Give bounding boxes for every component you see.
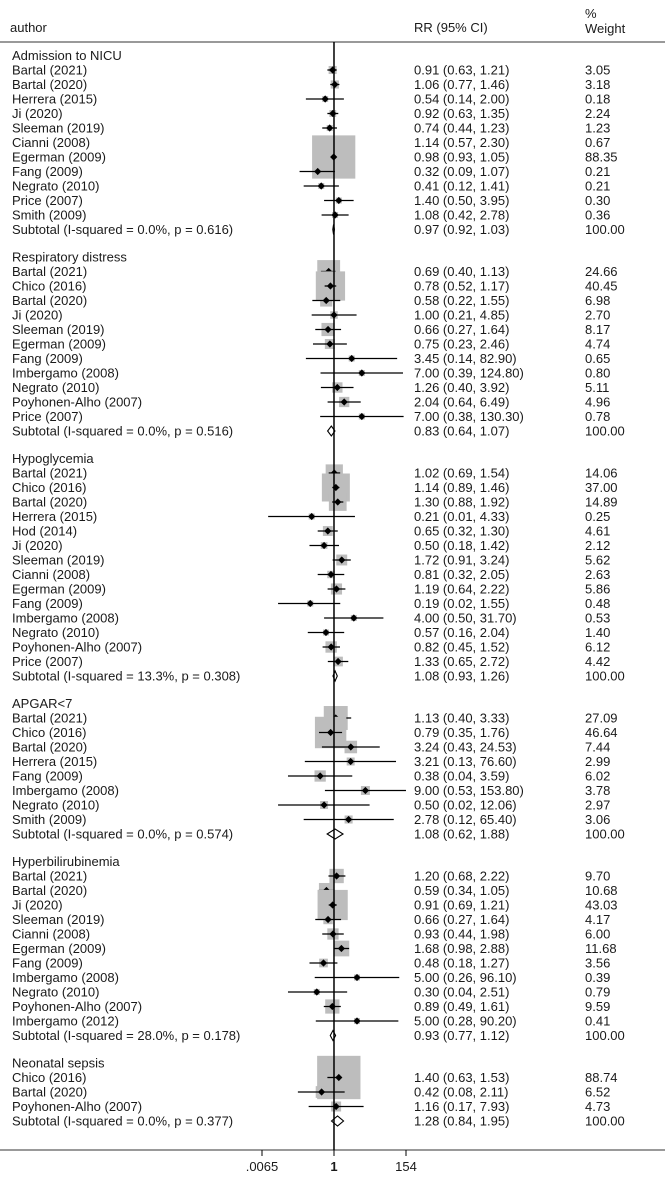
- header-weight: Weight: [585, 21, 626, 36]
- study-rr-ci: 0.57 (0.16, 2.04): [414, 625, 510, 640]
- study-author: Poyhonen-Alho (2007): [12, 639, 143, 655]
- study-weight: 9.70: [585, 868, 611, 884]
- study-rr-ci: 4.00 (0.50, 31.70): [414, 610, 517, 626]
- study-rr-ci: 2.04 (0.64, 6.49): [414, 394, 510, 410]
- study-rr-ci: 3.21 (0.13, 76.60): [414, 754, 517, 769]
- study-weight: 0.18: [585, 91, 611, 107]
- study-author: Herrera (2015): [12, 754, 98, 769]
- subtotal-weight: 100.00: [585, 1113, 625, 1129]
- study-author: Imbergamo (2008): [12, 783, 119, 798]
- study-weight: 3.06: [585, 812, 611, 827]
- study-rr-ci: 1.16 (0.17, 7.93): [414, 1099, 510, 1114]
- study-rr-ci: 0.69 (0.40, 1.13): [414, 264, 510, 279]
- study-author: Fang (2009): [12, 164, 83, 179]
- study-rr-ci: 3.45 (0.14, 82.90): [414, 351, 517, 366]
- study-rr-ci: 0.91 (0.63, 1.21): [414, 62, 510, 78]
- study-author: Negrato (2010): [12, 797, 100, 813]
- study-rr-ci: 0.21 (0.01, 4.33): [414, 509, 510, 524]
- study-rr-ci: 0.82 (0.45, 1.52): [414, 639, 510, 655]
- axis-tick-label: 1: [330, 1159, 338, 1174]
- subtotal-weight: 100.00: [585, 826, 625, 842]
- group-heading: Hyperbilirubinemia: [12, 854, 120, 869]
- study-rr-ci: 0.66 (0.27, 1.64): [414, 322, 510, 337]
- study-author: Bartal (2020): [12, 883, 88, 898]
- study-author: Imbergamo (2012): [12, 1013, 119, 1029]
- study-author: Ji (2020): [12, 897, 63, 913]
- study-author: Egerman (2009): [12, 336, 106, 352]
- study-weight: 7.44: [585, 739, 611, 755]
- study-weight: 0.79: [585, 984, 611, 1000]
- study-weight: 2.24: [585, 106, 611, 121]
- subtotal-rr-ci: 0.83 (0.64, 1.07): [414, 423, 510, 439]
- study-rr-ci: 0.48 (0.18, 1.27): [414, 955, 510, 971]
- axis-tick-label: .0065: [245, 1159, 279, 1174]
- group-heading: Admission to NICU: [12, 48, 122, 63]
- study-author: Fang (2009): [12, 768, 83, 784]
- study-author: Herrera (2015): [12, 91, 98, 107]
- study-weight: 3.18: [585, 77, 611, 92]
- study-author: Imbergamo (2008): [12, 365, 119, 381]
- study-author: Price (2007): [12, 409, 83, 424]
- study-author: Egerman (2009): [12, 149, 106, 165]
- study-rr-ci: 2.78 (0.12, 65.40): [414, 812, 517, 827]
- subtotal-rr-ci: 1.28 (0.84, 1.95): [414, 1113, 510, 1129]
- study-rr-ci: 1.33 (0.65, 2.72): [414, 654, 510, 669]
- study-weight: 4.61: [585, 523, 611, 539]
- study-weight: 0.36: [585, 207, 611, 223]
- study-author: Bartal (2020): [12, 77, 88, 92]
- study-weight: 3.78: [585, 783, 611, 798]
- study-weight: 4.74: [585, 336, 611, 352]
- subtotal-rr-ci: 0.97 (0.92, 1.03): [414, 222, 510, 237]
- study-rr-ci: 9.00 (0.53, 153.80): [414, 783, 524, 798]
- study-weight: 5.11: [585, 380, 610, 395]
- study-author: Cianni (2008): [12, 567, 91, 582]
- subtotal-rr-ci: 0.93 (0.77, 1.12): [414, 1028, 510, 1043]
- study-author: Poyhonen-Alho (2007): [12, 1099, 143, 1114]
- study-rr-ci: 1.02 (0.69, 1.54): [414, 465, 510, 481]
- study-weight: 6.98: [585, 293, 611, 308]
- study-author: Chico (2016): [12, 480, 87, 495]
- study-weight: 5.86: [585, 581, 611, 597]
- study-weight: 5.62: [585, 552, 611, 568]
- study-author: Bartal (2021): [12, 868, 88, 884]
- header-rr: RR (95% CI): [414, 20, 488, 35]
- study-rr-ci: 7.00 (0.38, 130.30): [414, 409, 524, 424]
- study-author: Negrato (2010): [12, 625, 100, 640]
- study-author: Egerman (2009): [12, 581, 106, 597]
- study-author: Egerman (2009): [12, 941, 106, 956]
- study-weight: 37.00: [585, 480, 618, 495]
- study-weight: 0.21: [585, 178, 611, 194]
- study-rr-ci: 1.40 (0.50, 3.95): [414, 193, 510, 208]
- study-author: Cianni (2008): [12, 926, 91, 942]
- study-weight: 0.67: [585, 135, 611, 150]
- subtotal-weight: 100.00: [585, 1028, 625, 1043]
- study-weight: 6.52: [585, 1084, 611, 1100]
- study-rr-ci: 0.81 (0.32, 2.05): [414, 567, 510, 582]
- study-weight: 4.17: [585, 912, 611, 927]
- study-author: Hod (2014): [12, 523, 78, 539]
- study-author: Sleeman (2019): [12, 552, 105, 568]
- study-weight: 0.30: [585, 193, 611, 208]
- study-weight: 0.48: [585, 596, 611, 611]
- study-weight: 0.41: [585, 1013, 611, 1029]
- group-heading: APGAR<7: [12, 696, 73, 711]
- study-weight: 88.35: [585, 149, 618, 165]
- study-weight: 6.02: [585, 768, 611, 784]
- study-author: Poyhonen-Alho (2007): [12, 999, 143, 1014]
- study-rr-ci: 0.78 (0.52, 1.17): [414, 278, 510, 294]
- study-rr-ci: 0.59 (0.34, 1.05): [414, 883, 510, 898]
- study-weight: 6.00: [585, 926, 611, 942]
- subtotal-diamond: [330, 1031, 335, 1041]
- study-rr-ci: 1.08 (0.42, 2.78): [414, 207, 510, 223]
- subtotal-rr-ci: 1.08 (0.62, 1.88): [414, 826, 510, 842]
- study-rr-ci: 0.54 (0.14, 2.00): [414, 91, 510, 107]
- study-rr-ci: 1.13 (0.40, 3.33): [414, 710, 510, 726]
- study-author: Imbergamo (2008): [12, 610, 119, 626]
- study-author: Sleeman (2019): [12, 912, 105, 927]
- study-weight: 4.42: [585, 654, 611, 669]
- study-author: Sleeman (2019): [12, 322, 105, 337]
- study-weight: 24.66: [585, 264, 618, 279]
- study-rr-ci: 1.26 (0.40, 3.92): [414, 380, 510, 395]
- study-author: Ji (2020): [12, 106, 63, 121]
- study-weight: 46.64: [585, 725, 618, 740]
- study-author: Cianni (2008): [12, 135, 91, 150]
- study-author: Smith (2009): [12, 207, 87, 223]
- study-weight: 0.53: [585, 610, 611, 626]
- study-rr-ci: 1.20 (0.68, 2.22): [414, 868, 510, 884]
- study-rr-ci: 0.74 (0.44, 1.23): [414, 120, 510, 136]
- study-author: Ji (2020): [12, 538, 63, 553]
- group-heading: Hypoglycemia: [12, 451, 94, 466]
- subtotal-label: Subtotal (I-squared = 28.0%, p = 0.178): [12, 1028, 241, 1043]
- study-weight: 3.56: [585, 955, 611, 971]
- study-author: Poyhonen-Alho (2007): [12, 394, 143, 410]
- plot-area: [12, 42, 625, 1174]
- study-weight: 4.73: [585, 1099, 611, 1114]
- axis-tick-label: 154: [395, 1159, 417, 1174]
- study-author: Bartal (2021): [12, 264, 88, 279]
- study-author: Fang (2009): [12, 596, 83, 611]
- subtotal-label: Subtotal (I-squared = 0.0%, p = 0.616): [12, 222, 234, 237]
- study-weight: 10.68: [585, 883, 618, 898]
- study-weight: 11.68: [585, 941, 617, 956]
- study-weight: 27.09: [585, 710, 618, 726]
- subtotal-label: Subtotal (I-squared = 13.3%, p = 0.308): [12, 668, 241, 684]
- study-author: Bartal (2020): [12, 739, 88, 755]
- study-rr-ci: 5.00 (0.28, 90.20): [414, 1013, 517, 1029]
- study-rr-ci: 0.92 (0.63, 1.35): [414, 106, 510, 121]
- study-rr-ci: 0.98 (0.93, 1.05): [414, 149, 510, 165]
- study-rr-ci: 0.42 (0.08, 2.11): [414, 1084, 509, 1100]
- study-rr-ci: 0.91 (0.69, 1.21): [414, 897, 510, 913]
- study-rr-ci: 0.38 (0.04, 3.59): [414, 768, 510, 784]
- header-author: author: [10, 20, 47, 35]
- study-author: Bartal (2020): [12, 494, 88, 510]
- study-author: Chico (2016): [12, 725, 87, 740]
- study-author: Smith (2009): [12, 812, 87, 827]
- subtotal-weight: 100.00: [585, 423, 625, 439]
- study-rr-ci: 0.65 (0.32, 1.30): [414, 523, 510, 539]
- study-weight: 2.63: [585, 567, 611, 582]
- study-weight: 0.65: [585, 351, 611, 366]
- subtotal-rr-ci: 1.08 (0.93, 1.26): [414, 668, 510, 684]
- subtotal-weight: 100.00: [585, 222, 625, 237]
- study-author: Negrato (2010): [12, 178, 100, 194]
- study-author: Price (2007): [12, 193, 83, 208]
- study-author: Chico (2016): [12, 278, 87, 294]
- study-rr-ci: 1.14 (0.89, 1.46): [414, 480, 510, 495]
- study-author: Bartal (2021): [12, 710, 88, 726]
- study-rr-ci: 0.41 (0.12, 1.41): [414, 178, 510, 194]
- study-weight: 88.74: [585, 1070, 618, 1085]
- study-weight: 3.05: [585, 62, 611, 78]
- study-weight: 9.59: [585, 999, 611, 1014]
- study-author: Sleeman (2019): [12, 120, 105, 136]
- study-rr-ci: 1.06 (0.77, 1.46): [414, 77, 510, 92]
- study-author: Bartal (2020): [12, 293, 88, 308]
- study-rr-ci: 0.30 (0.04, 2.51): [414, 984, 510, 1000]
- study-weight: 4.96: [585, 394, 611, 410]
- subtotal-label: Subtotal (I-squared = 0.0%, p = 0.516): [12, 423, 234, 439]
- study-weight: 0.78: [585, 409, 611, 424]
- study-author: Bartal (2021): [12, 465, 88, 481]
- study-rr-ci: 7.00 (0.39, 124.80): [414, 365, 524, 381]
- study-rr-ci: 1.00 (0.21, 4.85): [414, 307, 510, 323]
- study-author: Negrato (2010): [12, 984, 100, 1000]
- study-rr-ci: 0.75 (0.23, 2.46): [414, 336, 510, 352]
- study-rr-ci: 1.30 (0.88, 1.92): [414, 494, 510, 510]
- study-rr-ci: 1.68 (0.98, 2.88): [414, 941, 510, 956]
- study-weight: 0.39: [585, 970, 611, 985]
- study-rr-ci: 5.00 (0.26, 96.10): [414, 970, 517, 985]
- study-author: Bartal (2020): [12, 1084, 88, 1100]
- subtotal-weight: 100.00: [585, 668, 625, 684]
- study-author: Negrato (2010): [12, 380, 100, 395]
- study-author: Ji (2020): [12, 307, 63, 323]
- subtotal-label: Subtotal (I-squared = 0.0%, p = 0.574): [12, 826, 234, 842]
- study-weight: 2.97: [585, 797, 611, 813]
- study-weight: 1.40: [585, 625, 611, 640]
- subtotal-diamond: [327, 829, 343, 839]
- study-weight: 43.03: [585, 897, 618, 913]
- study-weight: 2.70: [585, 307, 611, 323]
- study-weight: 8.17: [585, 322, 611, 337]
- study-rr-ci: 1.72 (0.91, 3.24): [414, 552, 510, 568]
- study-weight: 0.25: [585, 509, 611, 524]
- study-rr-ci: 0.32 (0.09, 1.07): [414, 164, 510, 179]
- study-weight: 0.21: [585, 164, 611, 179]
- study-author: Chico (2016): [12, 1070, 87, 1085]
- study-rr-ci: 0.58 (0.22, 1.55): [414, 293, 510, 308]
- group-heading: Neonatal sepsis: [12, 1055, 105, 1071]
- study-weight: 14.89: [585, 494, 618, 510]
- study-weight: 2.99: [585, 754, 611, 769]
- study-rr-ci: 0.66 (0.27, 1.64): [414, 912, 510, 927]
- study-rr-ci: 0.19 (0.02, 1.55): [414, 596, 510, 611]
- study-rr-ci: 0.89 (0.49, 1.61): [414, 999, 510, 1014]
- study-rr-ci: 0.50 (0.02, 12.06): [414, 797, 517, 813]
- study-rr-ci: 0.50 (0.18, 1.42): [414, 538, 510, 553]
- study-weight: 14.06: [585, 465, 618, 481]
- study-weight: 1.23: [585, 120, 611, 136]
- study-weight: 6.12: [585, 639, 611, 655]
- study-author: Fang (2009): [12, 351, 83, 366]
- subtotal-label: Subtotal (I-squared = 0.0%, p = 0.377): [12, 1113, 234, 1129]
- study-rr-ci: 3.24 (0.43, 24.53): [414, 739, 517, 755]
- study-rr-ci: 1.40 (0.63, 1.53): [414, 1070, 510, 1085]
- study-rr-ci: 1.19 (0.64, 2.22): [414, 581, 510, 597]
- study-weight: 40.45: [585, 278, 618, 294]
- study-rr-ci: 1.14 (0.57, 2.30): [414, 135, 510, 150]
- study-author: Price (2007): [12, 654, 83, 669]
- header-weight-percent: %: [585, 6, 597, 21]
- study-author: Fang (2009): [12, 955, 83, 971]
- study-rr-ci: 0.93 (0.44, 1.98): [414, 926, 510, 942]
- study-author: Bartal (2021): [12, 62, 88, 78]
- study-author: Herrera (2015): [12, 509, 98, 524]
- study-rr-ci: 0.79 (0.35, 1.76): [414, 725, 510, 740]
- study-weight: 0.80: [585, 365, 611, 381]
- study-author: Imbergamo (2008): [12, 970, 119, 985]
- group-heading: Respiratory distress: [12, 249, 127, 265]
- study-weight: 2.12: [585, 538, 611, 553]
